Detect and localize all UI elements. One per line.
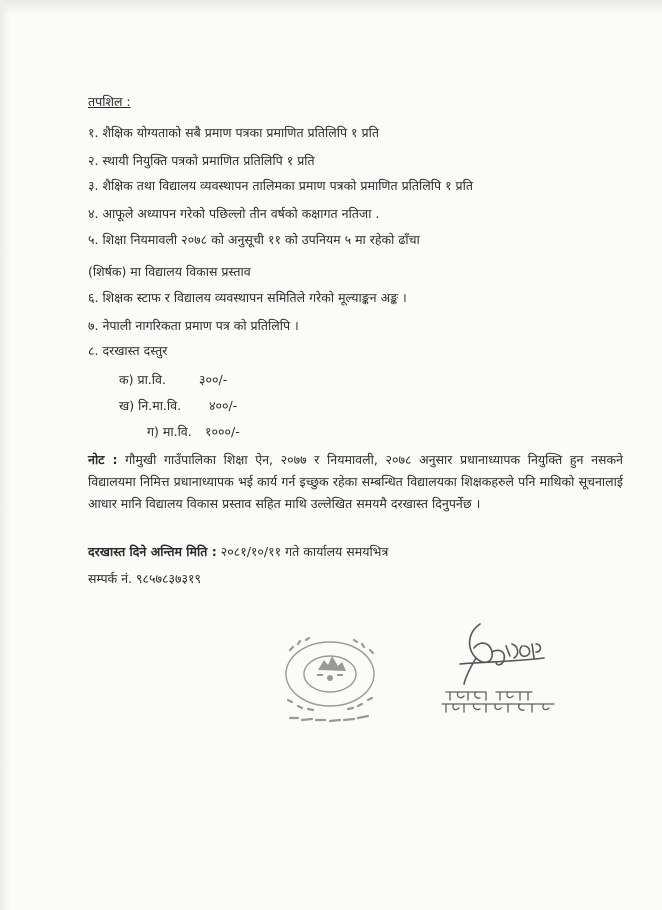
requirement-item: ३. शैक्षिक तथा विद्यालय व्यवस्थापन तालिमका प्रमाण पत्रको प्रमाणित प्रतिलिपि १ प्रति — [88, 178, 474, 193]
fee-row — [119, 398, 238, 414]
details-heading: तपशिल : — [88, 94, 131, 109]
fee-amount: १०००/- — [205, 424, 240, 439]
fee-level: ग) मा.वि. — [147, 424, 192, 439]
scan-shadow-left — [0, 0, 10, 910]
office-seal-stamp — [268, 634, 392, 726]
note-paragraph — [88, 449, 623, 515]
deadline-value: २०८१/१०/११ गते कार्यालय समयभित्र — [220, 544, 389, 559]
requirement-item-continuation: (शिर्षक) मा विद्यालय विकास प्रस्ताव — [88, 264, 251, 279]
fee-level: ख) नि.मा.वि. — [119, 398, 182, 413]
requirement-item: १. शैक्षिक योग्यताको सबै प्रमाण पत्रका प्रमाणित प्रतिलिपि १ प्रति — [88, 125, 379, 140]
requirement-item: ८. दरखास्त दस्तुर — [88, 343, 168, 358]
requirement-item: ५. शिक्षा नियमावली २०७८ को अनुसूची ११ को उपनियम ५ मा रहेको ढाँचा — [88, 232, 420, 247]
requirement-item: ७. नेपाली नागरिकता प्रमाण पत्र को प्रतिलिपि । — [88, 318, 299, 333]
fee-row — [147, 424, 240, 440]
requirement-item: ६. शिक्षक स्टाफ र विद्यालय व्यवस्थापन समितिले गरेको मूल्याङ्कन अङ्क । — [88, 290, 407, 305]
requirement-item: २. स्थायी नियुक्ति पत्रको प्रमाणित प्रतिलिपि १ प्रति — [88, 153, 315, 168]
fee-amount: ३००/- — [199, 372, 228, 387]
note-label: नोट : — [88, 452, 118, 467]
note-text: गौमुखी गाउँपालिका शिक्षा ऐन, २०७७ र नियमावली, २०७८ अनुसार प्रधानाध्यापक नियुक्ति हुन नसकने विद्यालयमा निमित्त प्रधानाध्यापक भई कार्य गर्न इच्छुक रहेका सम्बन्धित विद्यालयका शिक्षकहरुले पनि माथिको सूचनालाई आधार मानि विद्यालय विकास प्रस्ताव सहित माथि उल्लेखित समयमै दरखास्त दिनुपर्नेछ । — [88, 452, 623, 511]
deadline-line — [88, 544, 388, 560]
scan-shadow-top — [0, 0, 662, 14]
deadline-label: दरखास्त दिने अन्तिम मिति : — [88, 544, 217, 559]
signatory-name-and-title — [440, 686, 560, 714]
fee-amount: ४००/- — [209, 398, 238, 413]
contact-number: सम्पर्क नं. ९८५७८३७३१९ — [88, 571, 201, 586]
fee-level: क) प्रा.वि. — [119, 372, 166, 387]
fee-row — [119, 372, 228, 388]
requirement-item: ४. आफूले अध्यापन गरेको पछिल्लो तीन वर्षको कक्षागत नतिजा . — [88, 206, 380, 221]
official-signature — [440, 618, 560, 696]
